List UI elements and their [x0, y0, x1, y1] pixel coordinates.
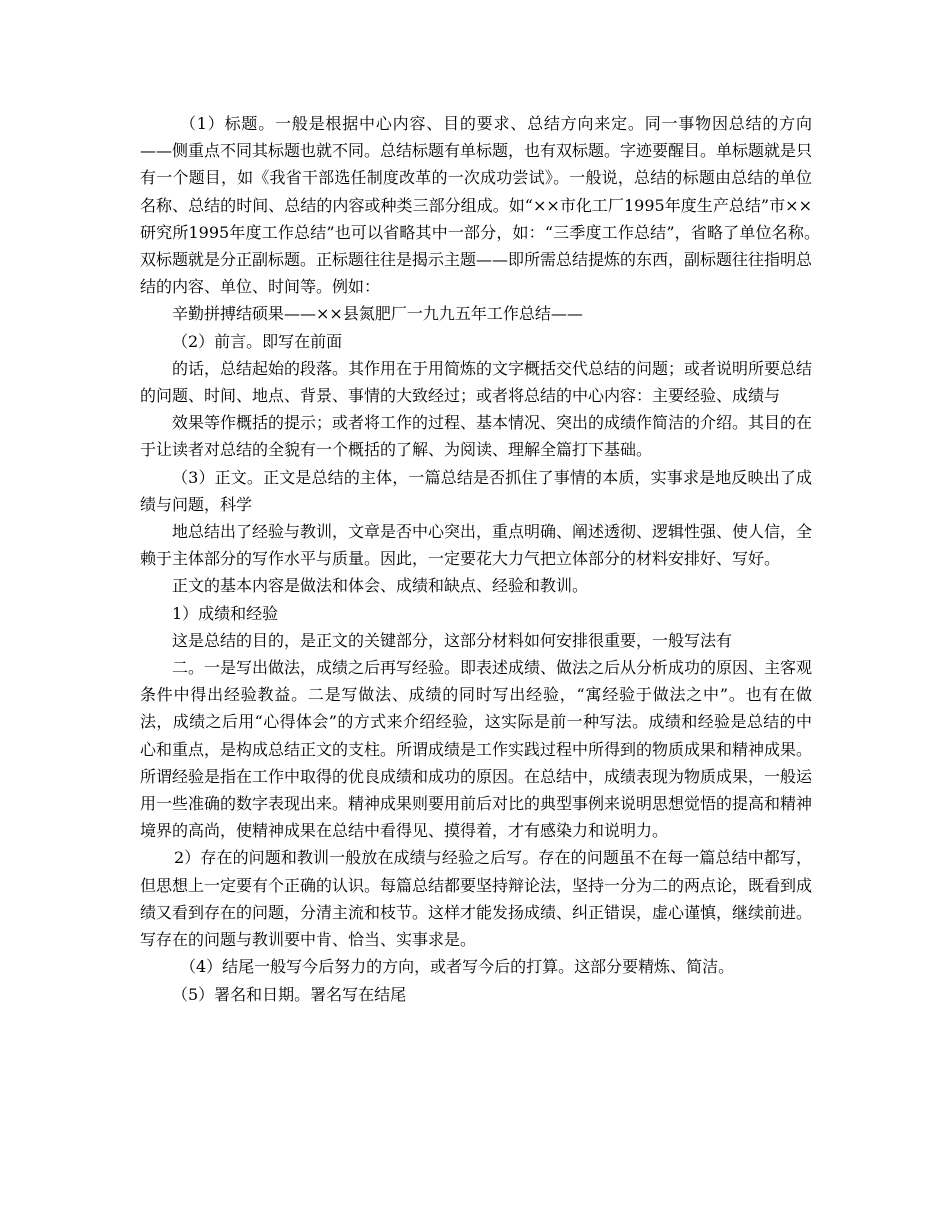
paragraph-ending: （4）结尾一般写今后努力的方向，或者写今后的打算。这部分要精炼、简洁。 [180, 957, 735, 977]
paragraph-title-section: （1）标题。一般是根据中心内容、目的要求、总结方向来定。同一事物因总结的方向——侧重点不同其标题也就不同。总结标题有单标题，也有双标题。字迹要醒目。单标题就是只有一个题目，如《我省干部选任制度改革的一次成功尝试》。一般说，总结的标题由总结的单位名称、总结的时间、总结的内容或种类三部分组成。如“××市化工厂1995年度生产总结”市××研究所1995年度工作总结”也可以省略其中一部分，如：“三季度工作总结”，省略了单位名称。 双标题就是分正副标题。正标题往往是揭示主题——即所需总结提炼的东西，副标题往往指明总结的内容、单位、时间等。例如： [140, 114, 845, 297]
paragraph-achievements-intro: 这是总结的目的，是正文的关键部分，这部分材料如何安排很重要，一般写法有 [172, 630, 733, 650]
paragraph-main-content: 正文的基本内容是做法和体会、成绩和缺点、经验和教训。 [172, 576, 589, 596]
paragraph-achievements-body: 二。一是写出做法，成绩之后再写经验。即表述成绩、做法之后从分析成功的原因、主客观条件中得出经验教益。二是写做法、成绩的同时写出经验，“寓经验于做法之中”。也有在做法，成绩之后用“心得体会”的方式来介绍经验，这实际是前一种写法。成绩和经验是总结的中心和重点，是构成总结正文的支柱。所谓成绩是工作实践过程中所得到的物质成果和精神成果。所谓经验是指在工作中取得的优良成绩和成功的原因。在总结中，成绩表现为物质成果，一般运用一些准确的数字表现出来。精神成果则要用前后对比的典型事例来说明思想觉悟的提高和精神境界的高尚，使精神成果在总结中看得见、摸得着，才有感染力和说明力。 [140, 658, 813, 841]
paragraph-problems: 2）存在的问题和教训一般放在成绩与经验之后写。存在的问题虽不在每一篇总结中都写，但思想上一定要有个正确的认识。每篇总结都要坚持辩论法，坚持一分为二的两点论，既看到成绩又看到存在的问题，分清主流和枝节。这样才能发扬成绩、纠正错误，虚心谨慎，继续前进。写存在的问题与教训要中肯、恰当、实事求是。 [140, 848, 813, 950]
document-body [140, 110, 845, 1008]
paragraph-example-title: 辛勤拼搏结硕果——××县氮肥厂一九九五年工作总结—— [172, 304, 583, 324]
paragraph-signature: （5）署名和日期。署名写在结尾 [172, 984, 407, 1004]
paragraph-preface-heading: （2）前言。即写在前面 [172, 331, 343, 351]
paragraph-main-text-body: 地总结出了经验与教训，文章是否中心突出，重点明确、阐述透彻、逻辑性强、使人信，全赖于主体部分的写作水平与质量。因此，一定要花大力气把立体部分的材料安排好、写好。 [140, 522, 813, 569]
paragraph-main-text-heading: （3）正文。正文是总结的主体，一篇总结是否抓住了事情的本质，实事求是地反映出了成绩与问题，科学 [140, 467, 812, 514]
paragraph-preface-body: 的话，总结起始的段落。其作用在于用简炼的文字概括交代总结的问题；或者说明所要总结的问题、时间、地点、背景、事情的大致经过；或者将总结的中心内容：主要经验、成绩与 [140, 358, 813, 406]
paragraph-preface-continued: 效果等作概括的提示；或者将工作的过程、基本情况、突出的成绩作简洁的介绍。其目的在于让读者对总结的全貌有一个概括的了解、为阅读、理解全篇打下基础。 [140, 413, 813, 460]
paragraph-achievements-heading: 1）成绩和经验 [172, 603, 279, 623]
